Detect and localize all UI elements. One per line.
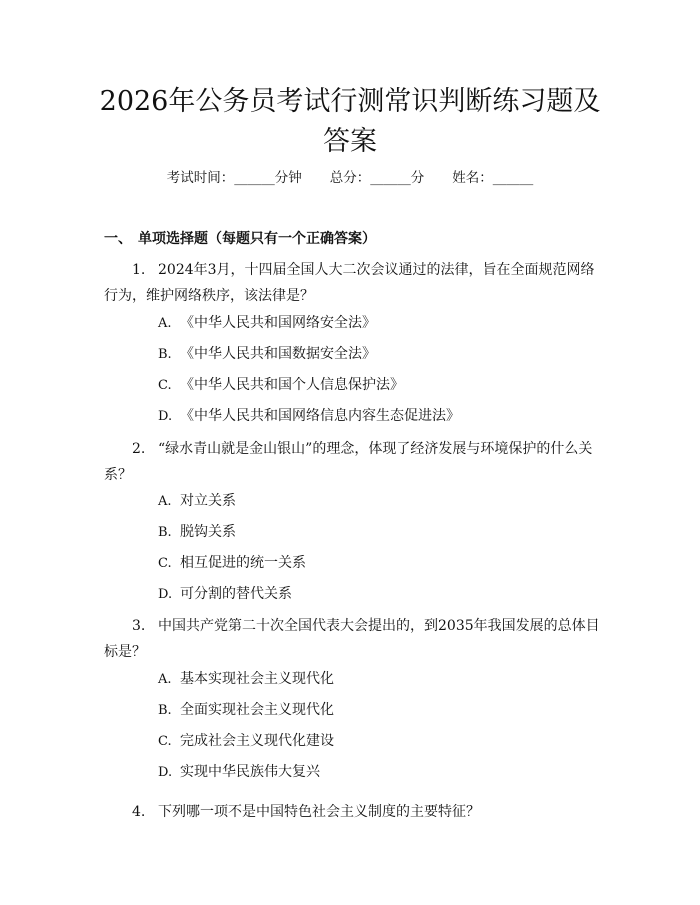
section-heading bbox=[104, 229, 376, 249]
option-text: 基本实现社会主义现代化 bbox=[180, 671, 334, 687]
option-letter: D. bbox=[158, 587, 173, 602]
question-1-option-a bbox=[158, 313, 376, 334]
option-letter: A. bbox=[158, 316, 172, 331]
option-text: 《中华人民共和国数据安全法》 bbox=[180, 346, 376, 362]
total-score-field: 总分：______分 bbox=[329, 170, 425, 186]
option-text: 《中华人民共和国网络信息内容生态促进法》 bbox=[180, 408, 460, 424]
question-text-line-2: 系？ bbox=[104, 467, 132, 483]
question-3-option-b bbox=[158, 700, 334, 721]
exam-meta bbox=[0, 168, 700, 188]
option-letter: A. bbox=[158, 672, 172, 687]
question-1-option-c bbox=[158, 375, 404, 396]
section-number: 一、 bbox=[104, 231, 132, 247]
option-text: 全面实现社会主义现代化 bbox=[180, 702, 334, 718]
question-2-option-b bbox=[158, 522, 236, 543]
question-1 bbox=[104, 257, 604, 309]
question-1-option-b bbox=[158, 344, 376, 365]
option-letter: A. bbox=[158, 494, 172, 509]
question-3 bbox=[104, 613, 604, 665]
question-2 bbox=[104, 436, 604, 488]
question-text-line-1: 2024年3月，十四届全国人大二次会议通过的法律，旨在全面规范网络 bbox=[158, 262, 595, 278]
option-text: 相互促进的统一关系 bbox=[180, 555, 306, 571]
option-text: 完成社会主义现代化建设 bbox=[180, 733, 334, 749]
question-number: 1. bbox=[132, 262, 146, 278]
question-2-option-d bbox=[158, 584, 292, 605]
option-text: 《中华人民共和国个人信息保护法》 bbox=[180, 377, 404, 393]
option-text: 可分割的替代关系 bbox=[180, 586, 292, 602]
question-3-option-d bbox=[158, 762, 320, 783]
option-letter: C. bbox=[158, 556, 172, 571]
question-number: 4. bbox=[132, 804, 146, 820]
question-text-line-1: 下列哪一项不是中国特色社会主义制度的主要特征？ bbox=[158, 804, 480, 820]
option-letter: B. bbox=[158, 347, 172, 362]
question-text-line-1: 中国共产党第二十次全国代表大会提出的，到2035年我国发展的总体目 bbox=[158, 618, 600, 634]
option-letter: C. bbox=[158, 378, 172, 393]
page-title: 2026年公务员考试行测常识判断练习题及答案 bbox=[99, 86, 601, 157]
question-text-line-1: “绿水青山就是金山银山”的理念，体现了经济发展与环境保护的什么关 bbox=[158, 441, 593, 457]
name-field: 姓名：______ bbox=[452, 170, 534, 186]
option-text: 《中华人民共和国网络安全法》 bbox=[180, 315, 376, 331]
option-text: 对立关系 bbox=[180, 493, 236, 509]
option-text: 实现中华民族伟大复兴 bbox=[180, 764, 320, 780]
question-4 bbox=[104, 799, 604, 825]
question-2-option-a bbox=[158, 491, 236, 512]
question-text-line-2: 行为，维护网络秩序，该法律是？ bbox=[104, 288, 314, 304]
option-letter: B. bbox=[158, 703, 172, 718]
exam-time-field: 考试时间：______分钟 bbox=[166, 170, 302, 186]
question-number: 3. bbox=[132, 618, 146, 634]
question-3-option-c bbox=[158, 731, 334, 752]
option-letter: D. bbox=[158, 765, 173, 780]
option-letter: B. bbox=[158, 525, 172, 540]
option-letter: C. bbox=[158, 734, 172, 749]
question-1-option-d bbox=[158, 406, 460, 427]
option-letter: D. bbox=[158, 409, 173, 424]
option-text: 脱钩关系 bbox=[180, 524, 236, 540]
question-3-option-a bbox=[158, 669, 334, 690]
question-number: 2. bbox=[132, 441, 146, 457]
section-title: 单项选择题（每题只有一个正确答案） bbox=[138, 231, 376, 247]
question-2-option-c bbox=[158, 553, 306, 574]
question-text-line-2: 标是？ bbox=[104, 644, 146, 660]
